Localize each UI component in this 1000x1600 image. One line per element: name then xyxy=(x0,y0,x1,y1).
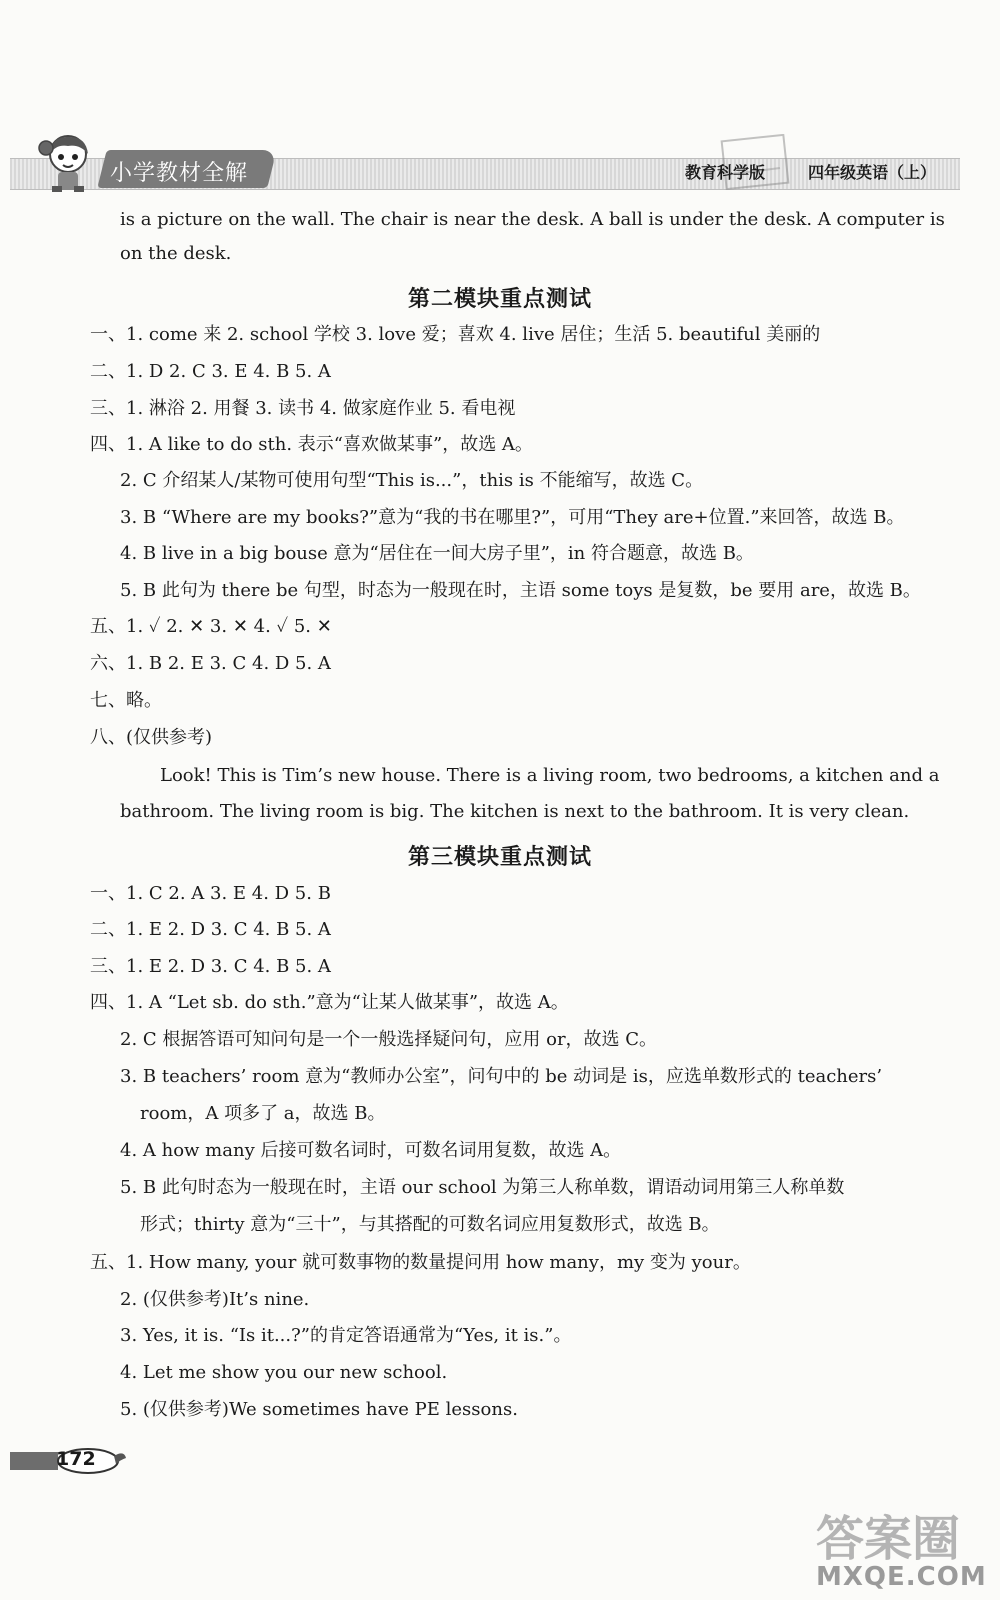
answer-line: 三、1. E 2. D 3. C 4. B 5. A xyxy=(90,956,331,977)
answer-line: 3. Yes, it is. “Is it...?”的肯定答语通常为“Yes, it is.”。 xyxy=(120,1325,572,1346)
answer-line: 六、1. B 2. E 3. C 4. D 5. A xyxy=(90,653,331,674)
answer-line: 4. A how many 后接可数名词时，可数名词用复数，故选 A。 xyxy=(120,1140,622,1161)
answer-line: 七、略。 xyxy=(90,690,162,711)
answer-line: 2. C 根据答语可知问句是一个一般选择疑问句，应用 or，故选 C。 xyxy=(120,1029,658,1050)
answer-line: 三、1. 淋浴 2. 用餐 3. 读书 4. 做家庭作业 5. 看电视 xyxy=(90,398,516,419)
answer-line: 3. B “Where are my books?”意为“我的书在哪里?”，可用“They are+位置.”来回答，故选 B。 xyxy=(120,507,905,528)
answer-line: 2. C 介绍某人/某物可使用句型“This is...”，this is 不能缩写，故选 C。 xyxy=(120,470,704,491)
answer-line: 五、1. ✓ 2. ✕ 3. ✕ 4. ✓ 5. ✕ xyxy=(90,616,332,637)
section-title-module-3: 第三模块重点测试 xyxy=(407,845,592,870)
answer-line: 四、1. A “Let sb. do sth.”意为“让某人做某事”，故选 A。 xyxy=(90,992,569,1013)
answer-line: on the desk. xyxy=(120,243,232,264)
answer-line: 二、1. D 2. C 3. E 4. B 5. A xyxy=(90,361,331,382)
answer-line: 二、1. E 2. D 3. C 4. B 5. A xyxy=(90,919,331,940)
page-header xyxy=(0,128,1000,198)
answer-line: Look! This is Tim’s new house. There is a living room, two bedrooms, a kitchen and a xyxy=(160,765,940,786)
answer-line: 一、1. come 来 2. school 学校 3. love 爱；喜欢 4. live 居住；生活 5. beautiful 美丽的 xyxy=(90,324,821,345)
page-number: 172 xyxy=(56,1448,96,1470)
edition-label: 教育科学版 xyxy=(685,163,766,182)
answer-line: 一、1. C 2. A 3. E 4. D 5. B xyxy=(90,883,331,904)
answer-line: room，A 项多了 a，故选 B。 xyxy=(140,1103,386,1124)
answer-line: 4. B live in a big bouse 意为“居住在一间大房子里”，in 符合题意，故选 B。 xyxy=(120,543,754,564)
grade-label: 四年级英语（上） xyxy=(808,163,937,182)
watermark-logo: 答案圈 xyxy=(816,1511,961,1567)
watermark-domain: MXQE.COM xyxy=(816,1562,987,1592)
answer-line: bathroom. The living room is big. The kitchen is next to the bathroom. It is very clean. xyxy=(120,801,910,822)
answer-line: is a picture on the wall. The chair is near the desk. A ball is under the desk. A computer is xyxy=(120,209,945,230)
answer-line: 五、1. How many, your 就可数事物的数量提问用 how many，my 变为 your。 xyxy=(90,1252,751,1273)
answer-line: 5. (仅供参考)We sometimes have PE lessons. xyxy=(120,1399,518,1420)
answer-line: 4. Let me show you our new school. xyxy=(120,1362,448,1383)
answer-line: 四、1. A like to do sth. 表示“喜欢做某事”，故选 A。 xyxy=(90,434,533,455)
answer-line: 5. B 此句时态为一般现在时，主语 our school 为第三人称单数，谓语动词用第三人称单数 xyxy=(120,1177,845,1198)
answer-line: 八、(仅供参考) xyxy=(90,727,213,748)
answer-line: 2. (仅供参考)It’s nine. xyxy=(120,1289,310,1310)
book-title: 小学教材全解 xyxy=(110,161,249,186)
answer-line: 形式；thirty 意为“三十”，与其搭配的可数名词应用复数形式，故选 B。 xyxy=(140,1214,720,1235)
answer-line: 5. B 此句为 there be 句型，时态为一般现在时，主语 some toys 是复数，be 要用 are，故选 B。 xyxy=(120,580,921,601)
section-title-module-2: 第二模块重点测试 xyxy=(407,287,592,312)
answer-line: 3. B teachers’ room 意为“教师办公室”，问句中的 be 动词是 is，应选单数形式的 teachers’ xyxy=(120,1066,883,1087)
